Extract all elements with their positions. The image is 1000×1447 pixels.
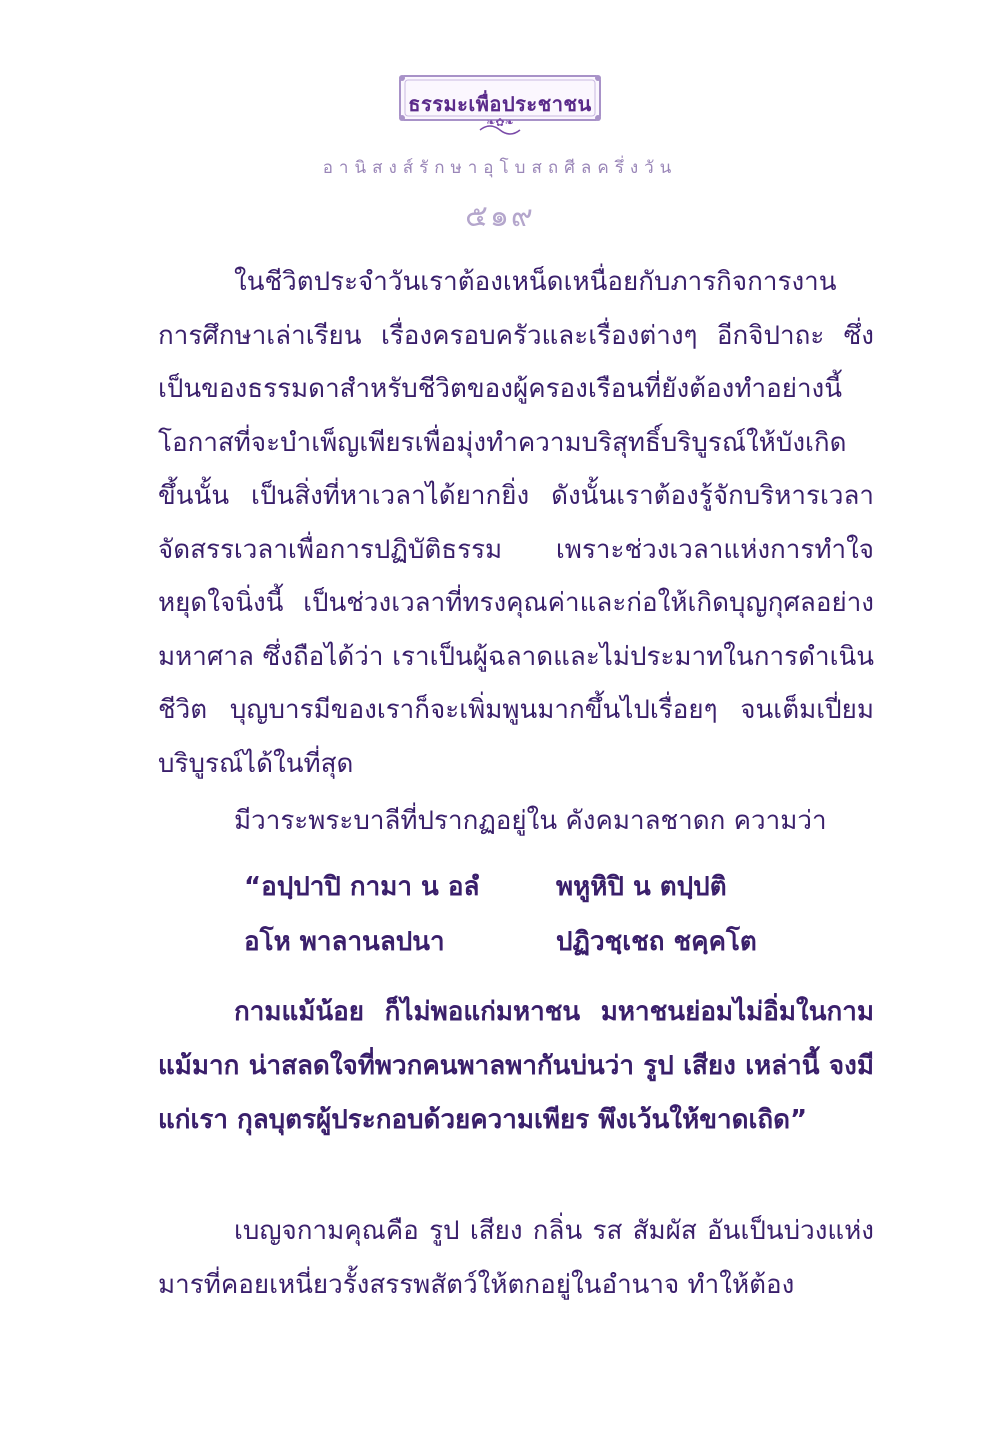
verse-line-1-left: “อปฺปาปิ กามา น อลํ — [244, 872, 480, 902]
paragraph-2: มีวาระพระบาลีที่ปรากฏอยู่ใน คังคมาลชาดก ความว่า — [234, 806, 827, 836]
pali-verse — [244, 860, 884, 970]
paragraph-1: ในชีวิตประจำวันเราต้องเหน็ดเหนื่อยกับภารกิจการงาน การศึกษาเล่าเรียน เรื่องครอบครัวและเรื่องต่างๆ อีกจิปาถะ ซึ่งเป็นของธรรมดาสำหรับชีวิตของผู้ครองเรือนที่ยังต้องทำอย่างนี้ โอกาสที่จะบำเพ็ญเพียรเพื่อมุ่งทำความบริสุทธิ์บริบูรณ์ให้บังเกิดขึ้นนั้น เป็นสิ่งที่หาเวลาได้ยากยิ่ง ดังนั้นเราต้องรู้จักบริหารเวลา จัดสรรเวลาเพื่อการปฏิบัติธรรม เพราะช่วงเวลาแห่งการทำใจหยุดใจนิ่งนี้ เป็นช่วงเวลาที่ทรงคุณค่าและก่อให้เกิดบุญกุศลอย่างมหาศาล ซึ่งถือได้ว่า เราเป็นผู้ฉลาดและไม่ประมาทในการดำเนินชีวิต บุญบารมีของเราก็จะเพิ่มพูนมากขึ้นไปเรื่อยๆ จนเต็มเปี่ยมบริบูรณ์ได้ในที่สุด — [158, 267, 874, 779]
translation-paragraph: กามแม้น้อย ก็ไม่พอแก่มหาชน มหาชนย่อมไม่อิ่มในกามแม้มาก น่าสลดใจที่พวกคนพาลพากันบ่นว่า รูป เสียง เหล่านี้ จงมีแก่เรา กุลบุตรผู้ประกอบด้วยความเพียร พึงเว้นให้ขาดเถิด” — [158, 997, 874, 1135]
page-number: ๕๑๙ — [465, 199, 535, 234]
logo-title: ธรรมะเพื่อประชาชน — [408, 92, 592, 116]
verse-translation — [158, 985, 874, 1147]
final-text — [158, 1205, 874, 1312]
verse-line-1-right: พหูหิปิ น ตปฺปติ — [556, 872, 727, 902]
dhamma-logo — [398, 74, 602, 138]
verse-line-2 — [244, 915, 884, 970]
verse-line-1 — [244, 860, 884, 915]
verse-line-2-left: อโห พาลานลปนา — [244, 927, 445, 957]
logo-ornament: ❧✿❧ — [486, 116, 514, 129]
body-text — [158, 256, 874, 849]
verse-line-2-right: ปฏิวชฺเชถ ชคฺคโต — [556, 927, 757, 957]
chapter-subtitle: อานิสงส์รักษาอุโบสถศีลครึ่งวัน — [322, 158, 678, 178]
final-paragraph: เบญจกามคุณคือ รูป เสียง กลิ่น รส สัมผัส อันเป็นบ่วงแห่งมารที่คอยเหนี่ยวรั้งสรรพสัตว์ให้ตกอยู่ในอำนาจ ทำให้ต้อง — [158, 1216, 874, 1300]
